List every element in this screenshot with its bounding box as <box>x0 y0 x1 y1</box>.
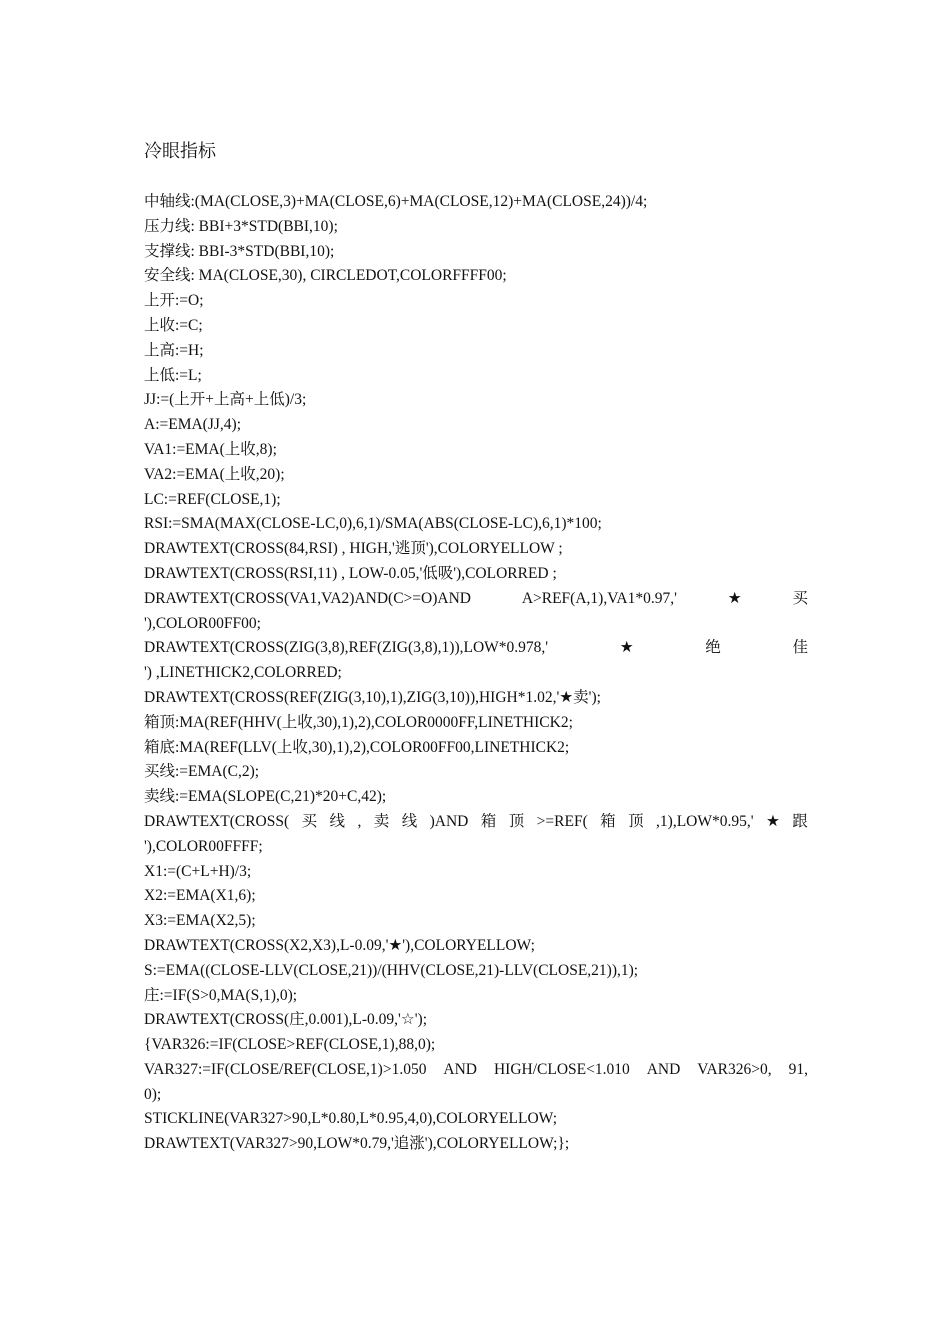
code-word: 买 <box>301 812 318 830</box>
code-line: DRAWTEXT(CROSS(庄,0.001),L-0.09,'☆'); <box>144 1011 428 1029</box>
code-line <box>144 587 808 612</box>
code-word: 线 <box>329 812 346 830</box>
code-line: DRAWTEXT(CROSS(X2,X3),L-0.09,'★'),COLORYELLOW; <box>144 936 535 954</box>
code-word: ,1),LOW*0.95,' <box>656 812 754 830</box>
code-word: VAR327:=IF(CLOSE/REF(CLOSE,1)>1.050 <box>144 1060 427 1078</box>
code-line: X3:=EMA(X2,5); <box>144 912 256 930</box>
code-word: ★ <box>765 812 780 830</box>
code-line: 庄:=IF(S>0,MA(S,1),0); <box>144 986 298 1004</box>
code-line: 上高:=H; <box>144 341 204 359</box>
code-line: DRAWTEXT(VAR327>90,LOW*0.79,'追涨'),COLORYELLOW;}; <box>144 1135 570 1153</box>
code-word: >=REF( <box>536 812 588 830</box>
code-word: 91, <box>788 1060 808 1078</box>
code-line: 压力线: BBI+3*STD(BBI,10); <box>144 217 338 235</box>
code-word: AND <box>646 1060 681 1078</box>
code-word: 顶 <box>508 812 525 830</box>
code-word: 线 <box>401 812 418 830</box>
code-word: DRAWTEXT(CROSS(VA1,VA2)AND(C>=O)AND <box>144 589 471 607</box>
code-word: 佳 <box>792 639 808 657</box>
document-title: 冷眼指标 <box>144 141 216 161</box>
code-word: VAR326>0, <box>697 1060 772 1078</box>
code-line: 上低:=L; <box>144 366 202 384</box>
code-line: 安全线: MA(CLOSE,30), CIRCLEDOT,COLORFFFF00; <box>144 267 507 285</box>
code-line: DRAWTEXT(CROSS(RSI,11) , LOW-0.05,'低吸'),COLORRED ; <box>144 564 557 582</box>
code-line: STICKLINE(VAR327>90,L*0.80,L*0.95,4,0),COLORYELLOW; <box>144 1110 558 1128</box>
code-word: )AND <box>429 812 469 830</box>
code-line: JJ:=(上开+上高+上低)/3; <box>144 391 307 409</box>
code-line <box>144 1058 808 1083</box>
code-word: 箱 <box>480 812 497 830</box>
code-word: 跟 <box>792 812 808 830</box>
code-line: 箱顶:MA(REF(HHV(上收,30),1),2),COLOR0000FF,LINETHICK2; <box>144 713 573 731</box>
code-line: 卖线:=EMA(SLOPE(C,21)*20+C,42); <box>144 788 387 806</box>
code-word: 买 <box>792 589 808 607</box>
code-line: 上收:=C; <box>144 316 203 334</box>
code-line: '),COLOR00FF00; <box>144 614 261 632</box>
code-line: X1:=(C+L+H)/3; <box>144 862 252 880</box>
code-line: RSI:=SMA(MAX(CLOSE-LC,0),6,1)/SMA(ABS(CLOSE-LC),6,1)*100; <box>144 515 602 533</box>
code-line: DRAWTEXT(CROSS(84,RSI) , HIGH,'逃顶'),COLORYELLOW ; <box>144 540 563 558</box>
code-line: 上开:=O; <box>144 292 204 310</box>
code-word: ★ <box>619 639 634 657</box>
code-word: DRAWTEXT(CROSS(ZIG(3,8),REF(ZIG(3,8),1)),LOW*0.978,' <box>144 639 549 657</box>
code-line: VA2:=EMA(上收,20); <box>144 465 285 483</box>
code-line: '),COLOR00FFFF; <box>144 837 263 855</box>
code-word: HIGH/CLOSE<1.010 <box>493 1060 630 1078</box>
code-word: 绝 <box>705 639 721 657</box>
code-word: AND <box>443 1060 478 1078</box>
code-line: VA1:=EMA(上收,8); <box>144 440 277 458</box>
code-line: A:=EMA(JJ,4); <box>144 416 242 434</box>
code-word: DRAWTEXT(CROSS( <box>144 812 290 830</box>
code-line: DRAWTEXT(CROSS(REF(ZIG(3,10),1),ZIG(3,10)),HIGH*1.02,'★卖'); <box>144 688 601 706</box>
code-line: 中轴线:(MA(CLOSE,3)+MA(CLOSE,6)+MA(CLOSE,12)+MA(CLOSE,24))/4; <box>144 193 648 210</box>
code-line: {VAR326:=IF(CLOSE>REF(CLOSE,1),88,0); <box>144 1036 436 1054</box>
code-line: LC:=REF(CLOSE,1); <box>144 490 281 508</box>
formula-code-block <box>144 190 808 1157</box>
code-word: , <box>357 812 362 830</box>
code-word: 顶 <box>628 812 644 830</box>
code-line: ') ,LINETHICK2,COLORRED; <box>144 664 342 682</box>
code-word: ★ <box>727 589 742 607</box>
code-line: 买线:=EMA(C,2); <box>144 763 260 781</box>
code-word: 卖 <box>373 812 390 830</box>
code-line: 0); <box>144 1085 162 1103</box>
document-page <box>144 138 808 1157</box>
code-word: 箱 <box>600 812 616 830</box>
code-line: 箱底:MA(REF(LLV(上收,30),1),2),COLOR00FF00,LINETHICK2; <box>144 738 570 756</box>
code-line <box>144 636 808 661</box>
code-line: 支撑线: BBI-3*STD(BBI,10); <box>144 242 335 260</box>
code-line: X2:=EMA(X1,6); <box>144 887 256 905</box>
code-line: S:=EMA((CLOSE-LLV(CLOSE,21))/(HHV(CLOSE,21)-LLV(CLOSE,21)),1); <box>144 961 639 979</box>
code-word: A>REF(A,1),VA1*0.97,' <box>521 589 677 607</box>
code-line <box>144 810 808 835</box>
